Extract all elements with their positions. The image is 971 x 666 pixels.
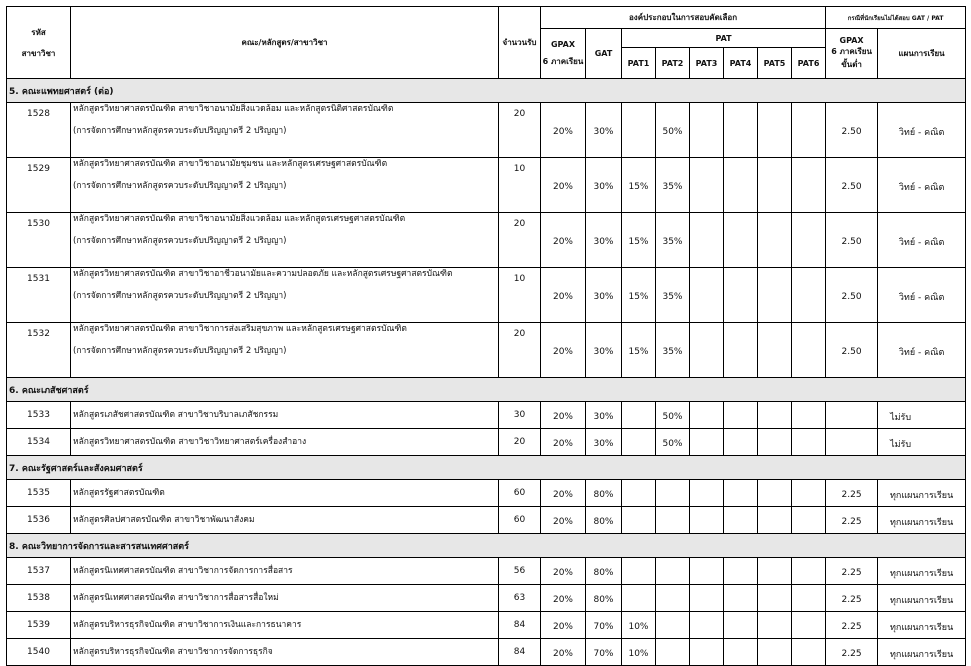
pat4-weight — [724, 268, 758, 323]
seats-value: 60 — [499, 507, 541, 534]
faculty-title: 7. คณะรัฐศาสตร์และสังคมศาสตร์ — [7, 456, 966, 480]
pat4-weight — [724, 323, 758, 378]
pat3-weight — [690, 639, 724, 666]
gpax-weight: 20% — [541, 429, 586, 456]
program-code: 1534 — [7, 429, 71, 456]
program-name — [71, 103, 499, 158]
pat1-weight — [622, 103, 656, 158]
header-min-gpax-sub1: 6 ภาคเรียน — [831, 47, 872, 56]
pat3-weight — [690, 213, 724, 268]
seats-value: 20 — [499, 429, 541, 456]
gat-weight: 30% — [586, 402, 622, 429]
seats-value: 10 — [499, 158, 541, 213]
faculty-title: 8. คณะวิทยาการจัดการและสารสนเทศศาสตร์ — [7, 534, 966, 558]
pat5-weight — [758, 558, 792, 585]
study-plan-value: ไม่รับ — [878, 429, 966, 456]
study-plan-value: ทุกแผนการเรียน — [878, 639, 966, 666]
seats-value: 10 — [499, 268, 541, 323]
header-min-gpax-label: GPAX — [839, 36, 864, 45]
pat6-weight — [792, 507, 826, 534]
faculty-row — [7, 79, 966, 103]
program-name-line1: หลักสูตรรัฐศาสตรบัณฑิต — [73, 488, 165, 498]
pat2-weight — [656, 558, 690, 585]
pat1-weight — [622, 480, 656, 507]
pat5-weight — [758, 639, 792, 666]
table-header — [7, 7, 966, 79]
pat5-weight — [758, 158, 792, 213]
pat6-weight — [792, 402, 826, 429]
pat5-weight — [758, 585, 792, 612]
pat6-weight — [792, 268, 826, 323]
min-gpax-value: 2.50 — [826, 103, 878, 158]
pat3-weight — [690, 429, 724, 456]
header-pat2: PAT2 — [656, 48, 690, 79]
pat6-weight — [792, 558, 826, 585]
header-gat: GAT — [586, 29, 622, 79]
pat4-weight — [724, 639, 758, 666]
seats-value: 30 — [499, 402, 541, 429]
gat-weight: 30% — [586, 429, 622, 456]
gpax-weight: 20% — [541, 507, 586, 534]
study-plan-value: วิทย์ - คณิต — [878, 158, 966, 213]
program-name-line1: หลักสูตรวิทยาศาสตรบัณฑิต สาขาวิชาอนามัยสิ่งแวดล้อม และหลักสูตรเศรษฐศาสตรบัณฑิต — [73, 214, 406, 224]
min-gpax-value: 2.25 — [826, 480, 878, 507]
program-code: 1533 — [7, 402, 71, 429]
table-body — [7, 79, 966, 666]
program-code: 1530 — [7, 213, 71, 268]
pat3-weight — [690, 507, 724, 534]
header-min-gpax — [826, 29, 878, 79]
table-row — [7, 429, 966, 456]
program-name-line1: หลักสูตรวิทยาศาสตรบัณฑิต สาขาวิชาอนามัยสิ่งแวดล้อม และหลักสูตรนิติศาสตรบัณฑิต — [73, 104, 394, 114]
program-name-line2: (การจัดการศึกษาหลักสูตรควบระดับปริญญาตรี 2 ปริญญา) — [73, 236, 287, 246]
pat3-weight — [690, 268, 724, 323]
pat2-weight — [656, 480, 690, 507]
header-gpax-label: GPAX — [550, 39, 576, 49]
study-plan-value: ทุกแผนการเรียน — [878, 612, 966, 639]
pat6-weight — [792, 585, 826, 612]
program-name — [71, 639, 499, 666]
pat4-weight — [724, 213, 758, 268]
program-name — [71, 558, 499, 585]
header-pat1: PAT1 — [622, 48, 656, 79]
pat1-weight — [622, 429, 656, 456]
program-code: 1528 — [7, 103, 71, 158]
header-pat4: PAT4 — [724, 48, 758, 79]
header-pat: PAT — [622, 29, 826, 48]
program-name-line1: หลักสูตรวิทยาศาสตรบัณฑิต สาขาวิชาการส่งเสริมสุขภาพ และหลักสูตรเศรษฐศาสตรบัณฑิต — [73, 324, 407, 334]
gpax-weight: 20% — [541, 639, 586, 666]
admission-table-document — [6, 6, 966, 666]
program-name — [71, 158, 499, 213]
pat3-weight — [690, 323, 724, 378]
program-name — [71, 268, 499, 323]
pat5-weight — [758, 429, 792, 456]
pat2-weight — [656, 639, 690, 666]
header-components: องค์ประกอบในการสอบคัดเลือก — [541, 7, 826, 29]
pat1-weight — [622, 507, 656, 534]
table-row — [7, 323, 966, 378]
min-gpax-value: 2.25 — [826, 558, 878, 585]
table-row — [7, 158, 966, 213]
pat4-weight — [724, 507, 758, 534]
study-plan-value: วิทย์ - คณิต — [878, 268, 966, 323]
faculty-row — [7, 456, 966, 480]
pat3-weight — [690, 158, 724, 213]
table-row — [7, 103, 966, 158]
pat5-weight — [758, 507, 792, 534]
program-code: 1540 — [7, 639, 71, 666]
seats-value: 20 — [499, 213, 541, 268]
min-gpax-value: 2.25 — [826, 612, 878, 639]
gat-weight: 70% — [586, 612, 622, 639]
study-plan-value: ทุกแผนการเรียน — [878, 507, 966, 534]
pat3-weight — [690, 585, 724, 612]
pat1-weight: 15% — [622, 268, 656, 323]
min-gpax-value: 2.50 — [826, 323, 878, 378]
pat1-weight — [622, 402, 656, 429]
min-gpax-value: 2.50 — [826, 213, 878, 268]
gpax-weight: 20% — [541, 402, 586, 429]
header-pat6: PAT6 — [792, 48, 826, 79]
study-plan-value: วิทย์ - คณิต — [878, 103, 966, 158]
pat6-weight — [792, 323, 826, 378]
gat-weight: 80% — [586, 507, 622, 534]
gat-weight: 30% — [586, 268, 622, 323]
gat-weight: 30% — [586, 103, 622, 158]
pat1-weight: 15% — [622, 213, 656, 268]
header-program: คณะ/หลักสูตร/สาขาวิชา — [71, 7, 499, 79]
table-row — [7, 507, 966, 534]
gpax-weight: 20% — [541, 268, 586, 323]
header-gpax — [541, 29, 586, 79]
program-code: 1538 — [7, 585, 71, 612]
program-code: 1531 — [7, 268, 71, 323]
pat5-weight — [758, 213, 792, 268]
min-gpax-value: 2.50 — [826, 268, 878, 323]
pat5-weight — [758, 402, 792, 429]
pat3-weight — [690, 558, 724, 585]
program-name-line1: หลักสูตรนิเทศศาสตรบัณฑิต สาขาวิชาการจัดการการสื่อสาร — [73, 566, 293, 576]
program-name-line2: (การจัดการศึกษาหลักสูตรควบระดับปริญญาตรี 2 ปริญญา) — [73, 126, 287, 136]
gat-weight: 30% — [586, 158, 622, 213]
header-pat5: PAT5 — [758, 48, 792, 79]
program-code: 1532 — [7, 323, 71, 378]
pat2-weight: 35% — [656, 213, 690, 268]
pat2-weight: 35% — [656, 268, 690, 323]
pat4-weight — [724, 558, 758, 585]
program-code: 1537 — [7, 558, 71, 585]
gat-weight: 80% — [586, 558, 622, 585]
seats-value: 63 — [499, 585, 541, 612]
table-row — [7, 268, 966, 323]
program-name-line1: หลักสูตรเภสัชศาสตรบัณฑิต สาขาวิชาบริบาลเภสัชกรรม — [73, 410, 279, 420]
pat2-weight: 50% — [656, 429, 690, 456]
table-row — [7, 402, 966, 429]
gpax-weight: 20% — [541, 480, 586, 507]
pat2-weight: 35% — [656, 158, 690, 213]
gat-weight: 30% — [586, 323, 622, 378]
pat6-weight — [792, 429, 826, 456]
pat2-weight: 50% — [656, 103, 690, 158]
program-code: 1535 — [7, 480, 71, 507]
study-plan-value: ทุกแผนการเรียน — [878, 558, 966, 585]
gpax-weight: 20% — [541, 558, 586, 585]
study-plan-value: วิทย์ - คณิต — [878, 323, 966, 378]
program-name-line1: หลักสูตรวิทยาศาสตรบัณฑิต สาขาวิชาอนามัยชุมชน และหลักสูตรเศรษฐศาสตรบัณฑิต — [73, 159, 388, 169]
faculty-row — [7, 534, 966, 558]
min-gpax-value: 2.25 — [826, 507, 878, 534]
pat2-weight: 35% — [656, 323, 690, 378]
header-code — [7, 7, 71, 79]
header-min-gpax-sub2: ขั้นต่ำ — [841, 60, 862, 69]
pat4-weight — [724, 480, 758, 507]
program-name-line1: หลักสูตรศิลปศาสตรบัณฑิต สาขาวิชาพัฒนาสังคม — [73, 515, 255, 525]
pat3-weight — [690, 480, 724, 507]
pat3-weight — [690, 402, 724, 429]
pat6-weight — [792, 213, 826, 268]
program-name — [71, 585, 499, 612]
min-gpax-value — [826, 402, 878, 429]
seats-value: 20 — [499, 323, 541, 378]
pat1-weight — [622, 585, 656, 612]
pat2-weight — [656, 585, 690, 612]
min-gpax-value — [826, 429, 878, 456]
gpax-weight: 20% — [541, 158, 586, 213]
gat-weight: 30% — [586, 213, 622, 268]
pat2-weight: 50% — [656, 402, 690, 429]
study-plan-value: ไม่รับ — [878, 402, 966, 429]
program-name-line1: หลักสูตรบริหารธุรกิจบัณฑิต สาขาวิชาการเงินและการธนาคาร — [73, 620, 302, 630]
table-row — [7, 213, 966, 268]
program-name-line2: (การจัดการศึกษาหลักสูตรควบระดับปริญญาตรี 2 ปริญญา) — [73, 181, 287, 191]
gat-weight: 80% — [586, 480, 622, 507]
study-plan-value: วิทย์ - คณิต — [878, 213, 966, 268]
program-name-line1: หลักสูตรนิเทศศาสตรบัณฑิต สาขาวิชาการสื่อสารสื่อใหม่ — [73, 593, 279, 603]
program-name-line1: หลักสูตรวิทยาศาสตรบัณฑิต สาขาวิชาวิทยาศาสตร์เครื่องสำอาง — [73, 437, 307, 447]
study-plan-value: ทุกแผนการเรียน — [878, 480, 966, 507]
header-code-line1: รหัส — [31, 27, 46, 37]
min-gpax-value: 2.25 — [826, 639, 878, 666]
gpax-weight: 20% — [541, 213, 586, 268]
gat-weight: 70% — [586, 639, 622, 666]
program-name-line1: หลักสูตรบริหารธุรกิจบัณฑิต สาขาวิชาการจัดการธุรกิจ — [73, 647, 273, 657]
table-row — [7, 639, 966, 666]
table-row — [7, 585, 966, 612]
faculty-row — [7, 378, 966, 402]
header-gpax-sub: 6 ภาคเรียน — [542, 56, 584, 66]
admission-criteria-table — [6, 6, 966, 666]
seats-value: 84 — [499, 639, 541, 666]
seats-value: 84 — [499, 612, 541, 639]
program-name — [71, 429, 499, 456]
study-plan-value: ทุกแผนการเรียน — [878, 585, 966, 612]
program-name — [71, 213, 499, 268]
pat1-weight: 10% — [622, 639, 656, 666]
pat4-weight — [724, 158, 758, 213]
gpax-weight: 20% — [541, 612, 586, 639]
program-name — [71, 507, 499, 534]
min-gpax-value: 2.50 — [826, 158, 878, 213]
header-pat3: PAT3 — [690, 48, 724, 79]
program-name-line2: (การจัดการศึกษาหลักสูตรควบระดับปริญญาตรี 2 ปริญญา) — [73, 291, 287, 301]
min-gpax-value: 2.25 — [826, 585, 878, 612]
program-code: 1529 — [7, 158, 71, 213]
pat1-weight: 10% — [622, 612, 656, 639]
header-seats: จำนวนรับ — [499, 7, 541, 79]
pat4-weight — [724, 429, 758, 456]
gpax-weight: 20% — [541, 585, 586, 612]
seats-value: 56 — [499, 558, 541, 585]
pat4-weight — [724, 402, 758, 429]
pat2-weight — [656, 507, 690, 534]
seats-value: 60 — [499, 480, 541, 507]
gpax-weight: 20% — [541, 103, 586, 158]
pat6-weight — [792, 639, 826, 666]
pat6-weight — [792, 103, 826, 158]
pat1-weight — [622, 558, 656, 585]
pat1-weight: 15% — [622, 158, 656, 213]
header-study-plan: แผนการเรียน — [878, 29, 966, 79]
pat3-weight — [690, 103, 724, 158]
program-name-line1: หลักสูตรวิทยาศาสตรบัณฑิต สาขาวิชาอาชีวอนามัยและความปลอดภัย และหลักสูตรเศรษฐศาสตรบัณฑิต — [73, 269, 453, 279]
gat-weight: 80% — [586, 585, 622, 612]
pat6-weight — [792, 480, 826, 507]
faculty-title: 6. คณะเภสัชศาสตร์ — [7, 378, 966, 402]
pat4-weight — [724, 585, 758, 612]
table-row — [7, 558, 966, 585]
pat5-weight — [758, 268, 792, 323]
pat5-weight — [758, 103, 792, 158]
pat5-weight — [758, 323, 792, 378]
pat4-weight — [724, 103, 758, 158]
header-code-line2: สาขาวิชา — [21, 48, 56, 58]
table-row — [7, 480, 966, 507]
program-name-line2: (การจัดการศึกษาหลักสูตรควบระดับปริญญาตรี 2 ปริญญา) — [73, 346, 287, 356]
faculty-title: 5. คณะแพทยศาสตร์ (ต่อ) — [7, 79, 966, 103]
program-code: 1539 — [7, 612, 71, 639]
program-name — [71, 402, 499, 429]
pat6-weight — [792, 158, 826, 213]
header-no-gat: กรณีที่นักเรียนไม่ได้สอบ GAT / PAT — [826, 7, 966, 29]
pat5-weight — [758, 480, 792, 507]
program-code: 1536 — [7, 507, 71, 534]
pat1-weight: 15% — [622, 323, 656, 378]
gpax-weight: 20% — [541, 323, 586, 378]
program-name — [71, 323, 499, 378]
program-name — [71, 480, 499, 507]
seats-value: 20 — [499, 103, 541, 158]
